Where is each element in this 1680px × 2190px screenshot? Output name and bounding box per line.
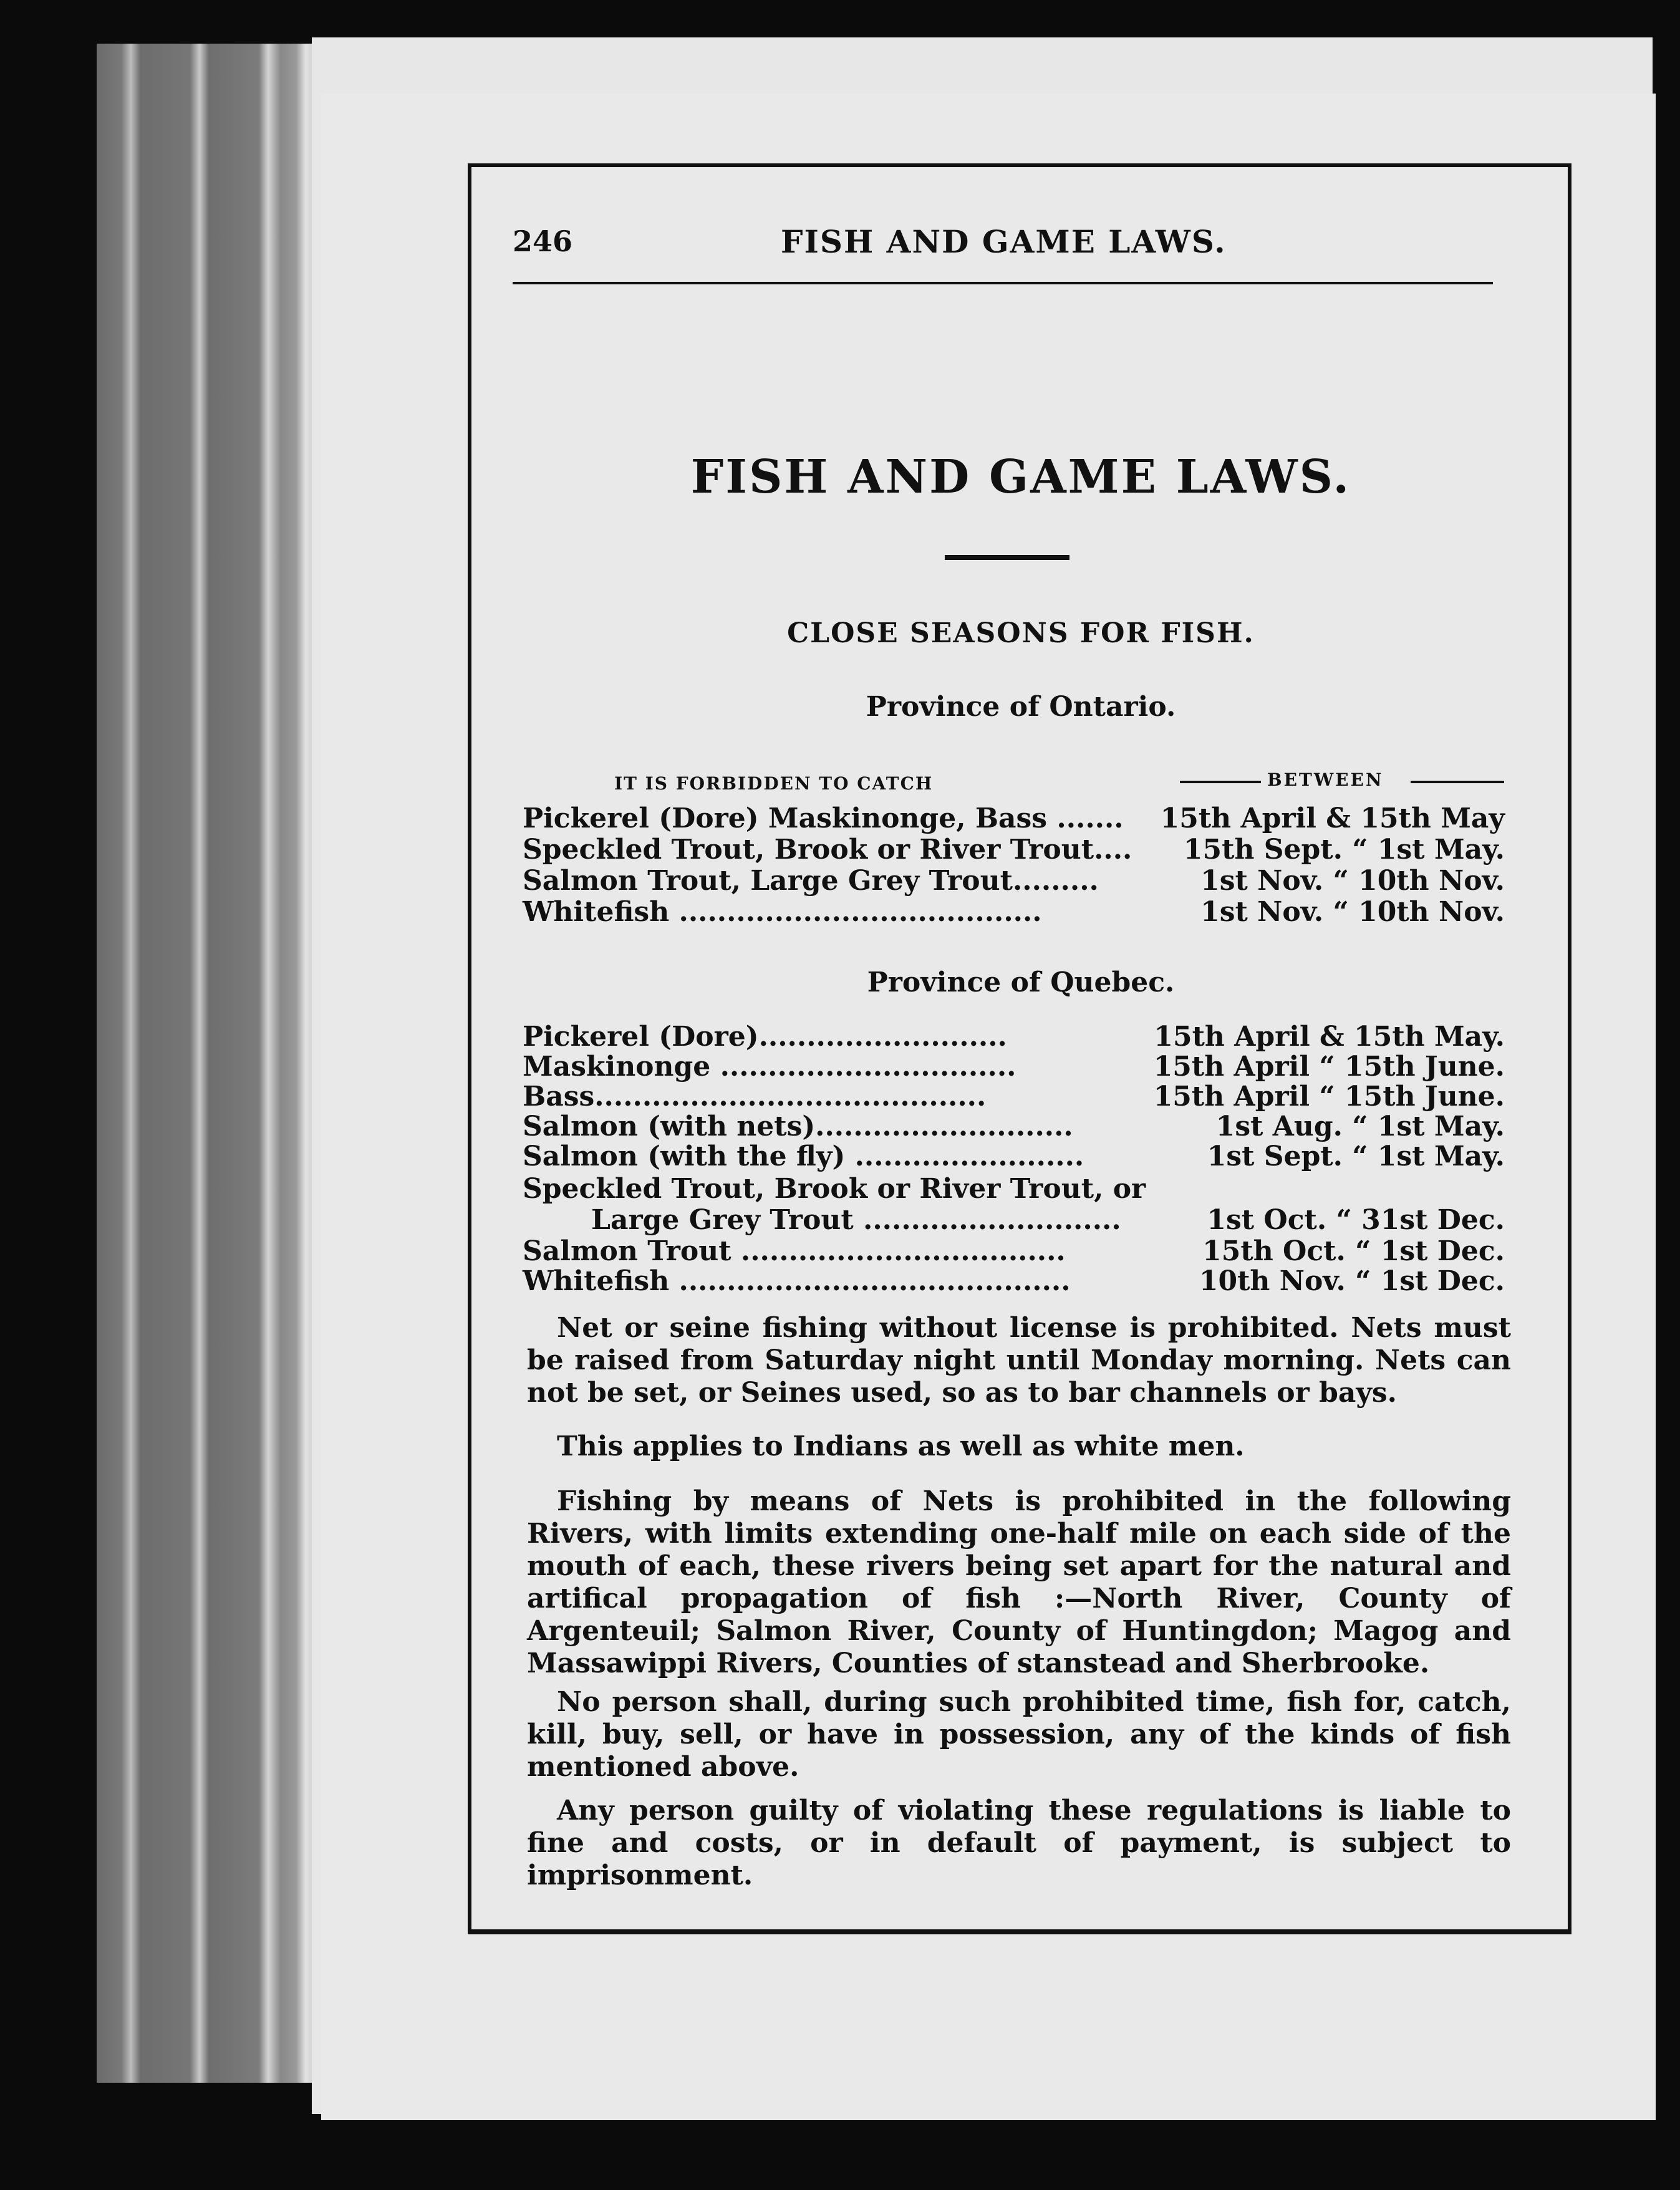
season-dates: 1st Sept. “ 1st May.	[1207, 1141, 1505, 1172]
quebec-row	[523, 1020, 1505, 1054]
species: Salmon (with nets)...........................	[523, 1111, 1073, 1142]
between-label: BETWEEN	[1267, 769, 1384, 790]
quebec-row	[523, 1235, 1505, 1268]
forbidden-column-label: IT IS FORBIDDEN TO CATCH	[614, 773, 934, 794]
header-rule	[513, 282, 1493, 284]
page-title: FISH AND GAME LAWS.	[690, 450, 1351, 504]
quebec-row	[523, 1080, 1505, 1114]
species: Salmon (with the fly) ........................	[523, 1141, 1084, 1172]
regulation-paragraph: This applies to Indians as well as white men.	[557, 1430, 1245, 1462]
regulation-paragraph: Any person guilty of violating these regulations is liable to fine and costs, or in default of payment, is subject to imprisonment.	[527, 1795, 1511, 1891]
section-heading: CLOSE SEASONS FOR FISH.	[787, 617, 1255, 649]
ontario-heading: Province of Ontario.	[866, 691, 1176, 723]
quebec-row	[523, 1140, 1505, 1174]
season-dates: 1st Oct. “ 31st Dec.	[1207, 1204, 1505, 1236]
quebec-species-line: Speckled Trout, Brook or River Trout, or	[523, 1173, 1146, 1205]
between-line-left	[1180, 781, 1261, 783]
running-title: FISH AND GAME LAWS.	[781, 223, 1227, 260]
season-dates: 1st Nov. “ 10th Nov.	[1200, 896, 1505, 928]
ontario-row	[523, 802, 1505, 836]
season-dates: 15th April & 15th May.	[1154, 1021, 1505, 1053]
ontario-row	[523, 833, 1505, 867]
title-divider	[945, 555, 1069, 560]
quebec-heading: Province of Quebec.	[867, 967, 1175, 998]
species: Large Grey Trout ...........................	[591, 1204, 1121, 1236]
season-dates: 10th Nov. “ 1st Dec.	[1199, 1265, 1505, 1297]
page-number: 246	[513, 224, 573, 258]
species: Maskinonge ...............................	[523, 1051, 1016, 1083]
season-dates: 15th April & 15th May	[1160, 803, 1505, 834]
between-line-right	[1411, 781, 1504, 783]
species: Pickerel (Dore)..........................	[523, 1021, 1007, 1053]
book-page-edges	[97, 44, 315, 2083]
regulation-paragraph: Net or seine fishing without license is prohibited. Nets must be raised from Saturday night until Monday morning. Nets can not be set, or Seines used, so as to bar channels or bays.	[527, 1312, 1511, 1409]
quebec-row	[523, 1110, 1505, 1144]
season-dates: 15th April “ 15th June.	[1153, 1081, 1505, 1112]
season-dates: 1st Aug. “ 1st May.	[1215, 1111, 1505, 1142]
species: Whitefish .........................................	[523, 1265, 1071, 1297]
ontario-row	[523, 864, 1505, 898]
regulation-paragraph: Fishing by means of Nets is prohibited in the following Rivers, with limits extending one-half mile on each side of the mouth of each, these rivers being set apart for the natural and artifical propagation of fish :—North River, County of Argenteuil; Salmon River, County of Huntingdon; Magog and Massawippi Rivers, Counties of stanstead and Sherbrooke.	[527, 1485, 1511, 1679]
regulation-paragraph: No person shall, during such prohibited time, fish for, catch, kill, buy, sell, or have in possession, any of the kinds of fish mentioned above.	[527, 1686, 1511, 1783]
quebec-row	[523, 1265, 1505, 1298]
species: Whitefish ......................................	[523, 896, 1042, 928]
species: Bass.........................................	[523, 1081, 987, 1112]
season-dates: 15th April “ 15th June.	[1153, 1051, 1505, 1083]
quebec-row	[523, 1050, 1505, 1084]
between-bracket	[1180, 769, 1504, 792]
season-dates: 15th Oct. “ 1st Dec.	[1202, 1235, 1505, 1267]
species: Salmon Trout, Large Grey Trout.........	[523, 865, 1099, 897]
season-dates: 1st Nov. “ 10th Nov.	[1200, 865, 1505, 897]
ontario-row	[523, 895, 1505, 929]
species: Pickerel (Dore) Maskinonge, Bass .......	[523, 803, 1124, 834]
species: Speckled Trout, Brook or River Trout....	[523, 834, 1132, 866]
running-head	[513, 212, 1492, 268]
species: Salmon Trout ..................................	[523, 1235, 1066, 1267]
season-dates: 15th Sept. “ 1st May.	[1183, 834, 1505, 866]
quebec-row	[523, 1204, 1505, 1237]
